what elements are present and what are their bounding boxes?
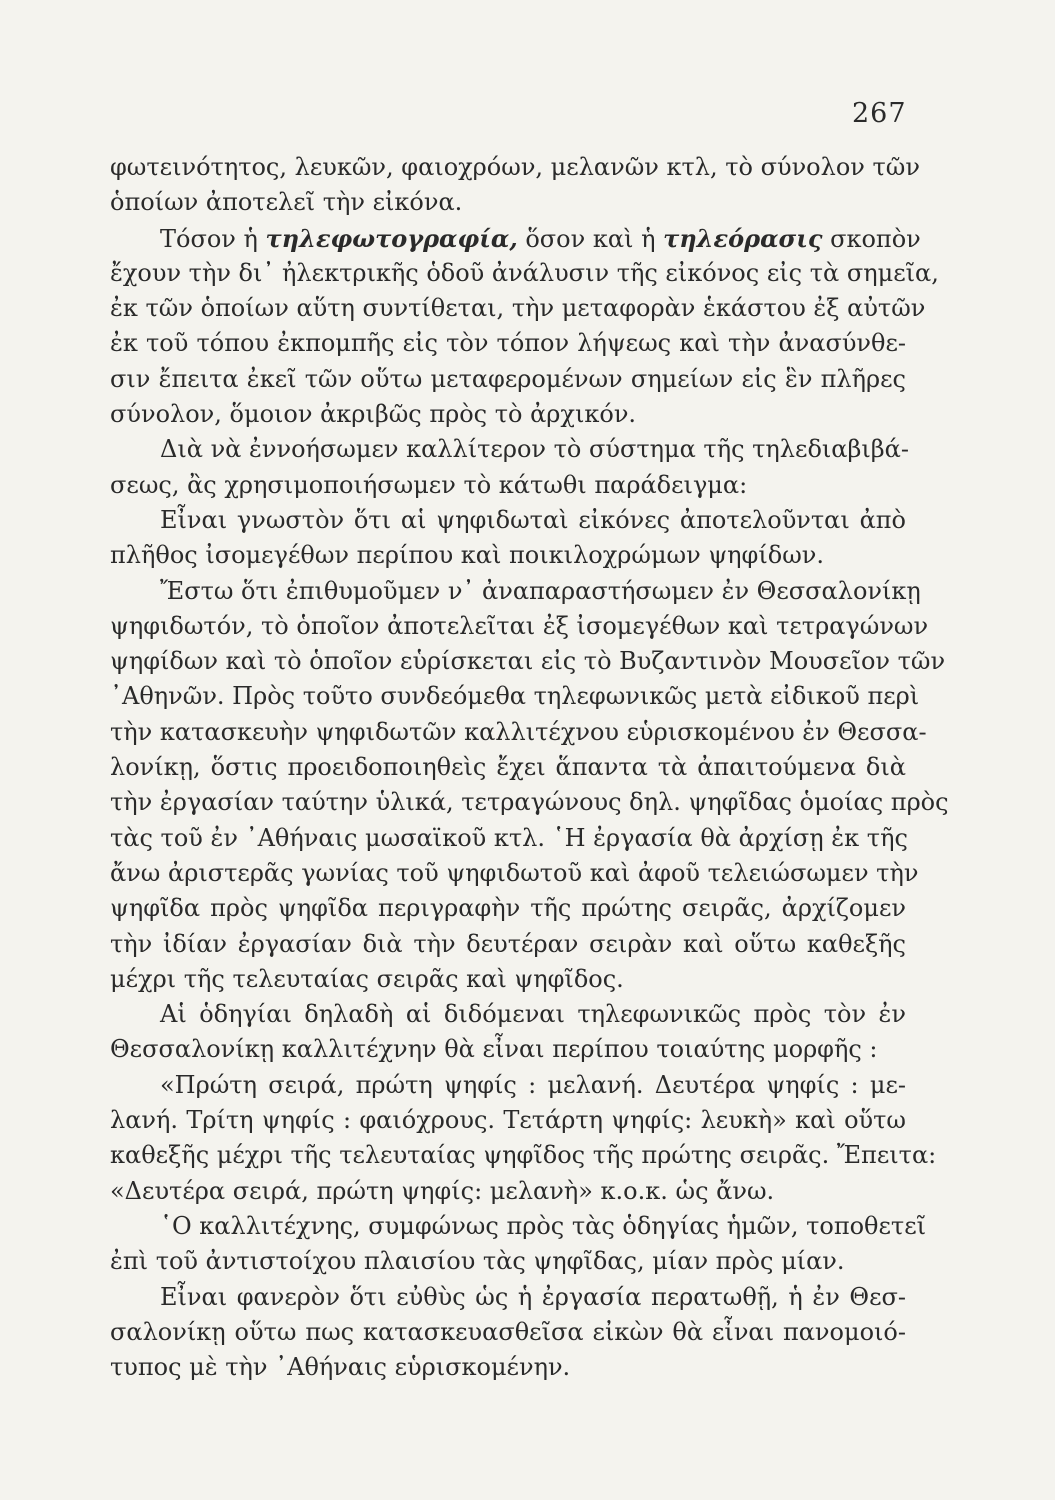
text-line — [110, 1138, 937, 1173]
text-run: σύνολον, ὅμοιον ἀκριβῶς πρὸς τὸ ἀρχικόν. — [110, 400, 637, 429]
text-line — [110, 150, 920, 185]
text-line — [110, 574, 921, 609]
text-line — [110, 750, 906, 785]
text-run: λονίκῃ, ὅστις προειδοποιηθεὶς ἔχει ἅπαντα τὰ ἀπαιτούμενα διὰ — [110, 753, 906, 782]
text-run: ἔχουν τὴν δι᾽ ἠλεκτρικῆς ὁδοῦ ἀνάλυσιν τῆς εἰκόνος εἰς τὰ σημεῖα, — [110, 258, 939, 287]
text-run: ψηφίδων καὶ τὸ ὁποῖον εὑρίσκεται εἰς τὸ Βυζαντινὸν Μουσεῖον τῶν — [110, 647, 946, 676]
text-line — [110, 221, 921, 256]
text-run: λανή. Τρίτη ψηφίς : φαιόχρους. Τετάρτη ψηφίς: λευκὴ» καὶ οὕτω — [110, 1106, 906, 1135]
text-run: «Πρώτη σειρά, πρώτη ψηφίς : μελανή. Δευτέρα ψηφίς : με- — [160, 1070, 906, 1099]
text-line — [110, 503, 906, 538]
text-line — [110, 927, 906, 962]
text-run: μέχρι τῆς τελευταίας σειρᾶς καὶ ψηφῖδος. — [110, 964, 624, 993]
text-run: Εἶναι γνωστὸν ὅτι αἱ ψηφιδωταὶ εἰκόνες ἀποτελοῦνται ἀπὸ — [160, 505, 906, 534]
text-run: ἐκ τῶν ὁποίων αὕτη συντίθεται, τὴν μεταφορὰν ἑκάστου ἐξ αὐτῶν — [110, 294, 926, 323]
text-run: τυπος μὲ τὴν ᾽Αθήναις εὑρισκομένην. — [110, 1353, 571, 1382]
text-line — [110, 1103, 906, 1138]
text-line — [110, 1209, 927, 1244]
text-run: ὁποίων ἀποτελεῖ τὴν εἰκόνα. — [110, 188, 463, 217]
text-run: ψηφῖδα πρὸς ψηφῖδα περιγραφὴν τῆς πρώτης σειρᾶς, ἀρχίζομεν — [110, 894, 906, 923]
text-line — [110, 1032, 906, 1067]
text-run: ψηφιδωτόν, τὸ ὁποῖον ἀποτελεῖται ἐξ ἰσομεγέθων καὶ τετραγώνων — [110, 611, 929, 640]
text-line — [110, 1244, 906, 1279]
text-run: ᾽Αθηνῶν. Πρὸς τοῦτο συνδεόμεθα τηλεφωνικῶς μετὰ εἰδικοῦ περὶ — [110, 682, 920, 711]
page-number: 267 — [852, 98, 907, 129]
text-line — [110, 538, 906, 573]
text-run: τὴν κατασκευὴν ψηφιδωτῶν καλλιτέχνου εὑρισκομένου ἐν Θεσσα- — [110, 717, 927, 746]
text-line — [110, 326, 906, 361]
text-line — [110, 891, 906, 926]
text-run: φωτεινότητος, λευκῶν, φαιοχρόων, μελανῶν κτλ, τὸ σύνολον τῶν — [110, 153, 920, 181]
emphasized-term: τηλεφωτογραφία, — [265, 223, 518, 253]
text-run: Εἶναι φανερὸν ὅτι εὐθὺς ὡς ἡ ἐργασία περατωθῇ, ἡ ἐν Θεσ- — [160, 1282, 906, 1311]
text-line — [110, 785, 949, 820]
text-run: «Δευτέρα σειρά, πρώτη ψηφίς: μελανὴ» κ.ο.κ. ὡς ἄνω. — [110, 1176, 775, 1205]
text-line — [110, 997, 906, 1032]
text-line — [110, 609, 929, 644]
text-line — [110, 291, 926, 326]
text-run: Τόσον ἡ — [160, 224, 266, 253]
text-run: Θεσσαλονίκῃ καλλιτέχνην θὰ εἶναι περίπου τοιαύτης μορφῆς : — [110, 1035, 878, 1064]
text-run: τὴν ἐργασίαν ταύτην ὑλικά, τετραγώνους δηλ. ψηφῖδας ὁμοίας πρὸς — [110, 788, 949, 817]
text-run: ἐκ τοῦ τόπου ἐκπομπῆς εἰς τὸν τόπον λήψεως καὶ τὴν ἀνασύνθε- — [110, 329, 906, 358]
text-line — [110, 362, 906, 397]
text-line — [110, 821, 906, 856]
text-run: Διὰ νὰ ἐννοήσωμεν καλλίτερον τὸ σύστημα τῆς τηλεδιαβιβά- — [160, 435, 909, 464]
text-run: ἐπὶ τοῦ ἀντιστοίχου πλαισίου τὰς ψηφῖδας, μίαν πρὸς μίαν. — [110, 1247, 845, 1276]
text-run: ἄνω ἀριστερᾶς γωνίας τοῦ ψηφιδωτοῦ καὶ ἀφοῦ τελειώσωμεν τὴν — [110, 858, 919, 887]
text-run: Ἔστω ὅτι ἐπιθυμοῦμεν ν᾽ ἀναπαραστήσωμεν ἐν Θεσσαλονίκῃ — [160, 576, 921, 605]
text-line — [110, 1315, 906, 1350]
text-run: σκοπὸν — [822, 224, 921, 253]
text-line — [110, 397, 906, 432]
text-run: σεως, ἂς χρησιμοποιήσωμεν τὸ κάτωθι παράδειγμα: — [110, 470, 748, 499]
text-run: σιν ἔπειτα ἐκεῖ τῶν οὕτω μεταφερομένων σημείων εἰς ἓν πλῆρες — [110, 364, 906, 393]
text-line — [110, 185, 906, 220]
text-line — [110, 432, 909, 467]
text-run: ὅσον καὶ ἡ — [517, 224, 664, 253]
text-line — [110, 715, 927, 750]
text-run: τὴν ἰδίαν ἐργασίαν διὰ τὴν δευτέραν σειρὰν καὶ οὕτω καθεξῆς — [110, 929, 906, 958]
text-line — [110, 1068, 906, 1103]
text-run: καθεξῆς μέχρι τῆς τελευταίας ψηφῖδος τῆς πρώτης σειρᾶς. Ἔπειτα: — [110, 1141, 937, 1170]
text-line — [110, 256, 939, 291]
text-run: σαλονίκῃ οὕτω πως κατασκευασθεῖσα εἰκὼν θὰ εἶναι πανομοιό- — [110, 1317, 906, 1346]
text-run: Αἱ ὁδηγίαι δηλαδὴ αἱ διδόμεναι τηλεφωνικῶς πρὸς τὸν ἐν — [160, 1000, 906, 1029]
text-run: πλῆθος ἰσομεγέθων περίπου καὶ ποικιλοχρώμων ψηφίδων. — [110, 541, 824, 570]
emphasized-term: τηλεόρασις — [663, 223, 823, 253]
text-line — [110, 1280, 906, 1315]
body-text — [110, 150, 949, 1385]
text-line — [110, 1174, 906, 1209]
text-run: τὰς τοῦ ἐν ᾽Αθήναις μωσαϊκοῦ κτλ. ῾Η ἐργασία θὰ ἀρχίσῃ ἐκ τῆς — [110, 823, 908, 852]
text-line — [110, 468, 906, 503]
text-line — [110, 962, 906, 997]
text-run: ῾Ο καλλιτέχνης, συμφώνως πρὸς τὰς ὁδηγίας ἡμῶν, τοποθετεῖ — [160, 1211, 927, 1240]
text-line — [110, 1350, 906, 1385]
text-line — [110, 856, 919, 891]
text-line — [110, 644, 946, 679]
text-line — [110, 679, 920, 714]
